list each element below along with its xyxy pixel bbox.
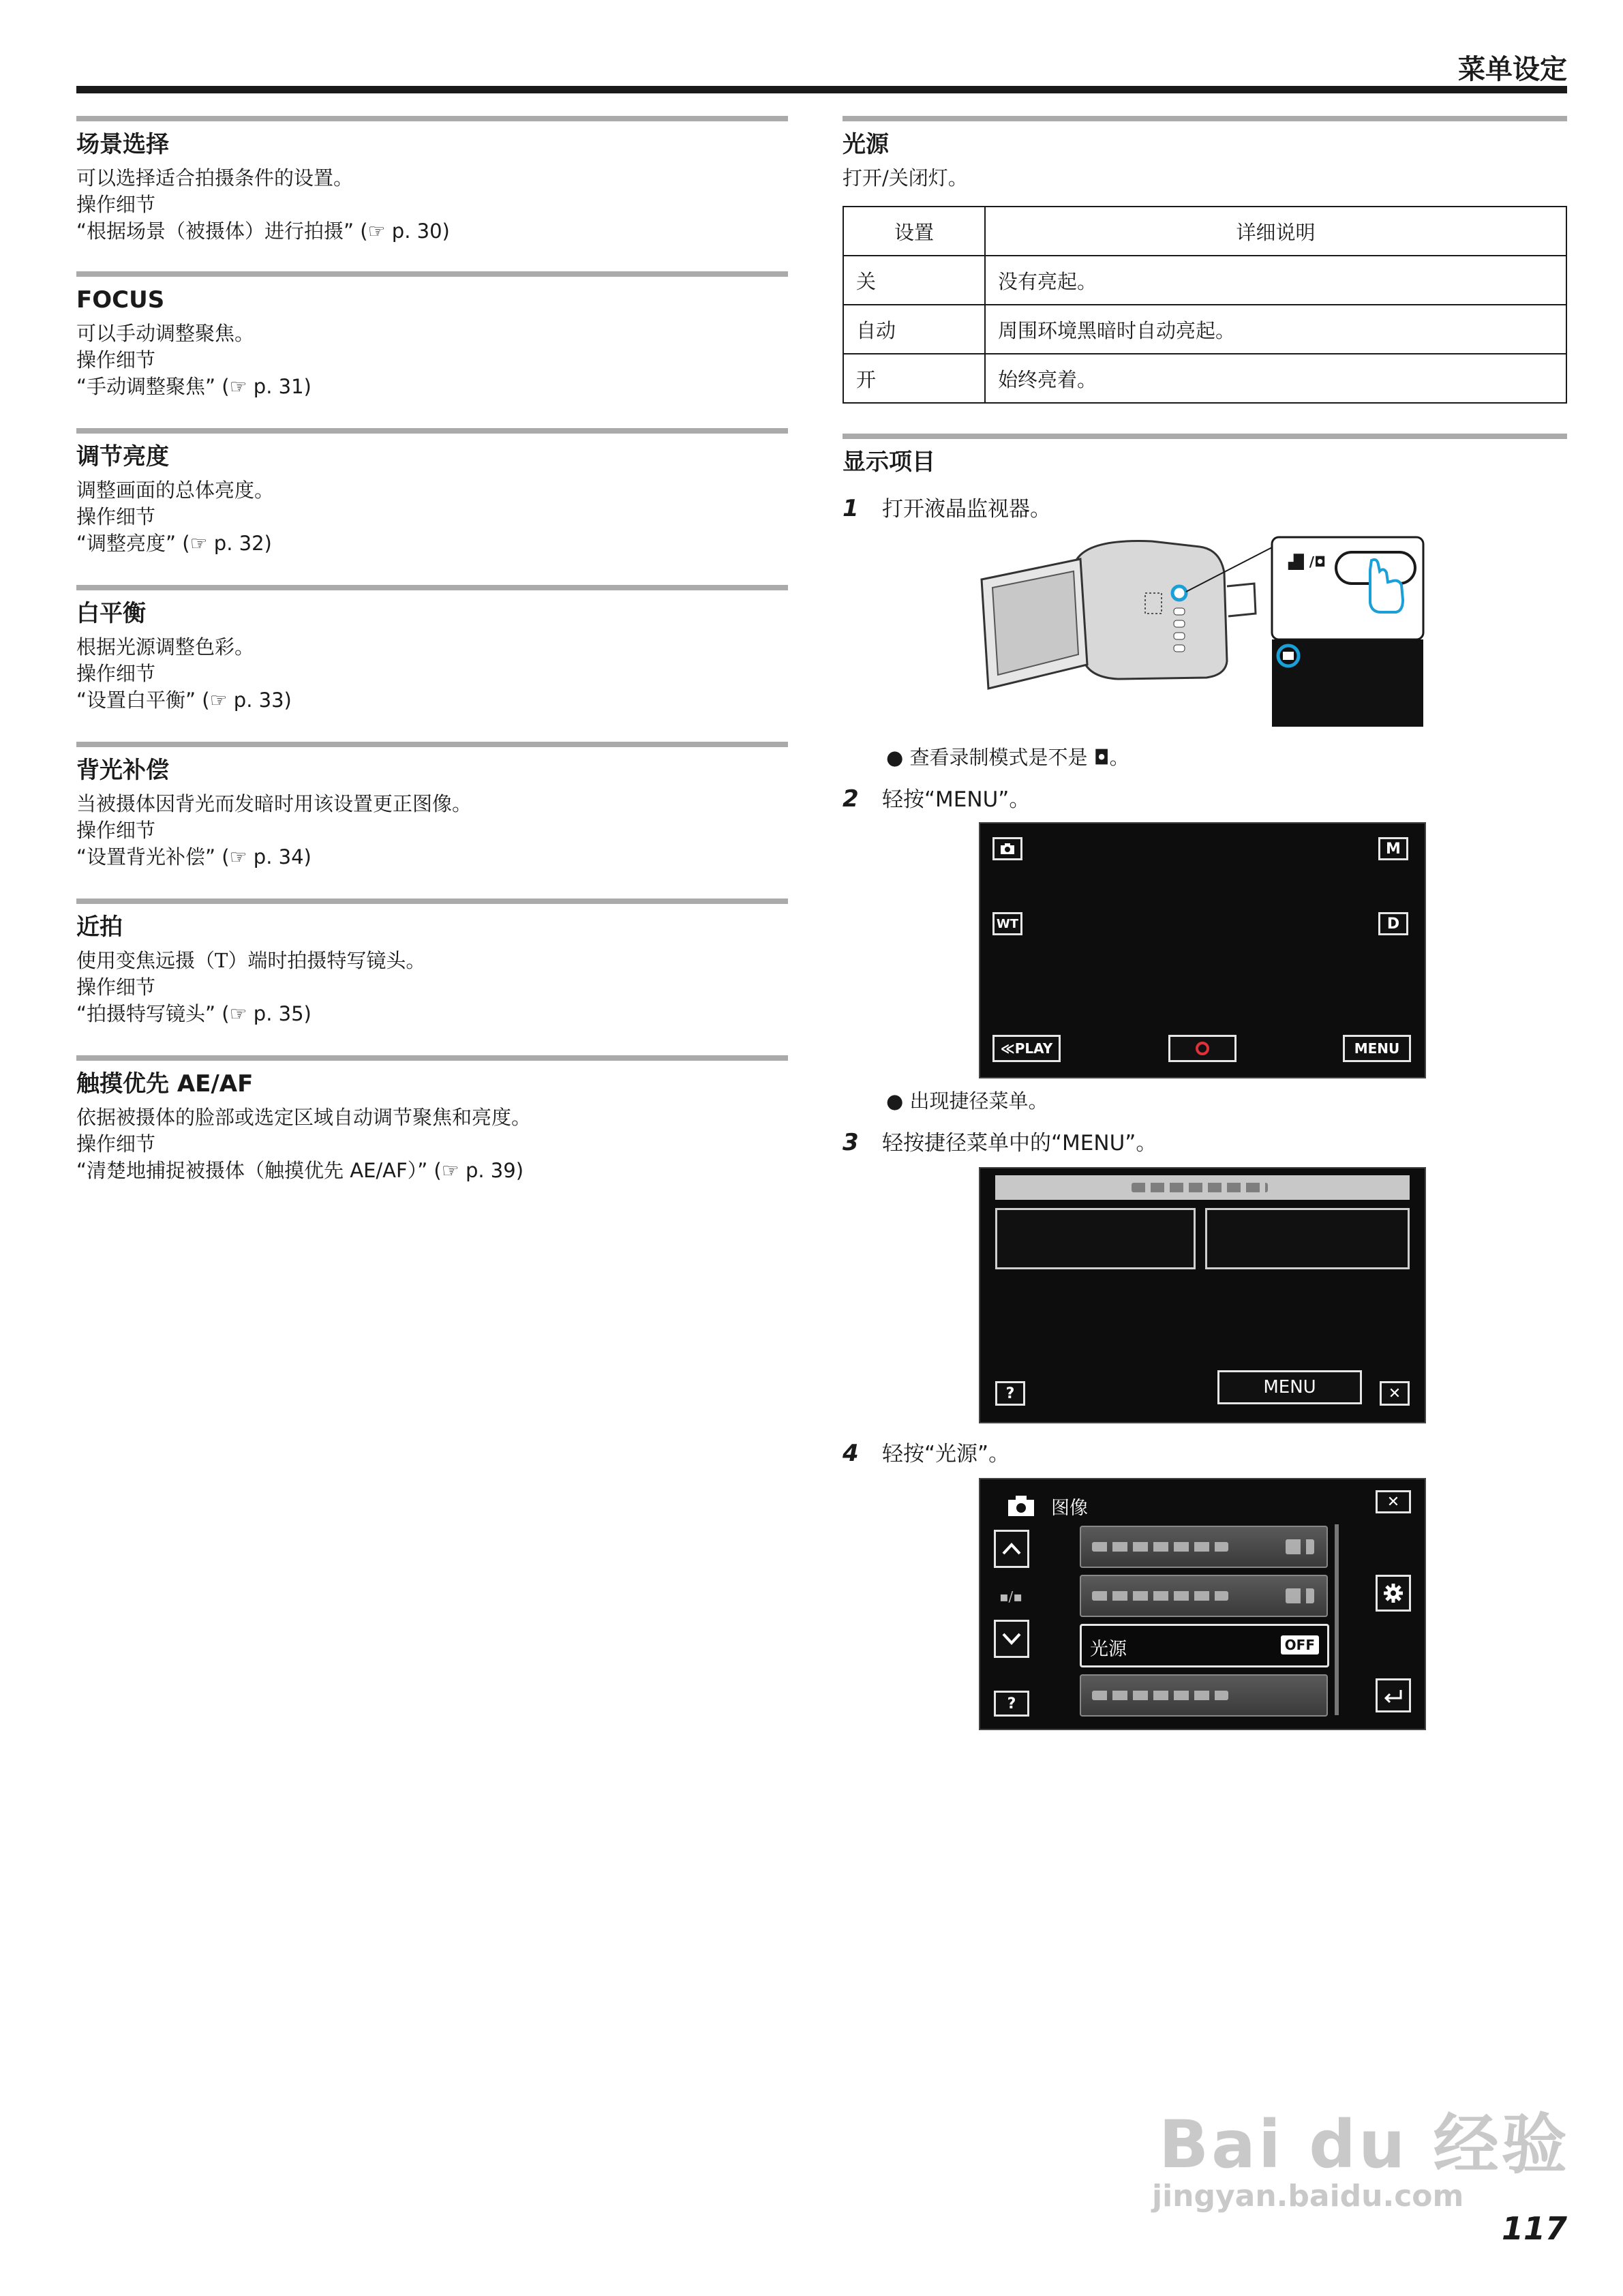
- table-cell: 关: [843, 256, 985, 305]
- close-button[interactable]: ✕: [1376, 1490, 1411, 1513]
- operation-details-label: 操作细节: [76, 662, 156, 685]
- step-number: 2: [843, 785, 859, 813]
- step-1-note: ● 查看录制模式是不是 ◘。: [886, 746, 1129, 769]
- step-2-note: ● 出现捷径菜单。: [886, 1089, 1048, 1113]
- step-text: 打开液晶监视器。: [882, 497, 1051, 522]
- section-divider: [843, 434, 1567, 439]
- section-title: FOCUS: [76, 286, 165, 314]
- step-number: 4: [843, 1440, 859, 1467]
- section-divider: [76, 116, 788, 121]
- step-text: 轻按“光源”。: [882, 1442, 1010, 1466]
- section-title: 显示项目: [843, 449, 935, 476]
- section-title: 背光补偿: [76, 757, 169, 784]
- step-4: [843, 1440, 1010, 1468]
- table-header: 详细说明: [985, 207, 1566, 256]
- section-divider: [76, 1055, 788, 1061]
- operation-details-label: 操作细节: [76, 1132, 156, 1155]
- section-divider: [76, 428, 788, 434]
- section-macro: [76, 898, 788, 1027]
- scroll-down-button[interactable]: [994, 1620, 1029, 1658]
- shortcut-option-right[interactable]: [1205, 1208, 1410, 1269]
- blurred-value: [1286, 1588, 1314, 1603]
- section-divider: [76, 585, 788, 590]
- section-description: 当被摄体因背光而发暗时用该设置更正图像。: [76, 792, 472, 815]
- page-header-title: 菜单设定: [1458, 54, 1567, 85]
- shortcut-menu-title-bar: [995, 1175, 1410, 1200]
- page-reference-link[interactable]: “根据场景（被摄体）进行拍摄” (☞ p. 30): [76, 220, 450, 243]
- page-indicator: ▪/▪: [999, 1588, 1022, 1605]
- scroll-up-button[interactable]: [994, 1530, 1029, 1568]
- blurred-value: [1286, 1539, 1314, 1554]
- section-description: 依据被摄体的脸部或选定区域自动调节聚焦和亮度。: [76, 1106, 532, 1129]
- back-button[interactable]: [1376, 1678, 1411, 1712]
- table-cell: 自动: [843, 305, 985, 354]
- section-description: 使用变焦远摄（T）端时拍摄特写镜头。: [76, 949, 426, 972]
- page-reference-link[interactable]: “调整亮度” (☞ p. 32): [76, 532, 272, 555]
- camera-screen-image-menu: [979, 1478, 1426, 1730]
- section-white-balance: [76, 585, 788, 714]
- return-icon: [1383, 1687, 1404, 1704]
- play-button[interactable]: ≪PLAY: [992, 1035, 1061, 1062]
- section-touch-priority: [76, 1055, 788, 1184]
- step-text: 轻按捷径菜单中的“MENU”。: [882, 1131, 1157, 1155]
- blurred-label: [1092, 1691, 1228, 1700]
- table-header-row: [843, 207, 1566, 256]
- page-number: 117: [1501, 2210, 1567, 2247]
- watermark-brand: Bai du 经验: [1159, 2106, 1570, 2183]
- section-title: 白平衡: [76, 600, 146, 627]
- menu-item-light[interactable]: [1080, 1624, 1329, 1667]
- camcorder-illustration: [975, 532, 1425, 734]
- section-title: 光源: [843, 131, 889, 158]
- section-divider: [843, 116, 1567, 121]
- section-focus: [76, 271, 788, 400]
- shortcut-option-left[interactable]: [995, 1208, 1196, 1269]
- shortcut-menu-button[interactable]: MENU: [1217, 1370, 1362, 1404]
- section-display-items: [843, 434, 1567, 483]
- header-rule: [76, 86, 1567, 93]
- section-divider: [76, 742, 788, 747]
- menu-item-blurred-3[interactable]: [1080, 1674, 1328, 1717]
- operation-details-label: 操作细节: [76, 505, 156, 528]
- menu-button[interactable]: MENU: [1343, 1035, 1411, 1062]
- display-button[interactable]: D: [1378, 912, 1408, 935]
- section-title: 调节亮度: [76, 443, 169, 470]
- step-3: [843, 1129, 1157, 1157]
- table-cell: 始终亮着。: [985, 354, 1566, 403]
- step-number: 3: [843, 1129, 859, 1156]
- menu-item-blurred-1[interactable]: [1080, 1526, 1328, 1568]
- chevron-down-icon: [1001, 1631, 1022, 1646]
- operation-details-label: 操作细节: [76, 348, 156, 372]
- section-brightness: [76, 428, 788, 557]
- menu-title: 图像: [1051, 1498, 1088, 1519]
- section-divider: [76, 898, 788, 904]
- section-description: 根据光源调整色彩。: [76, 635, 255, 659]
- operation-details-label: 操作细节: [76, 976, 156, 999]
- table-cell: 周围环境黑暗时自动亮起。: [985, 305, 1566, 354]
- table-row: [843, 354, 1566, 403]
- help-button[interactable]: ?: [994, 1691, 1029, 1717]
- zoom-wt-button[interactable]: WT: [992, 912, 1022, 935]
- section-description: 可以选择适合拍摄条件的设置。: [76, 166, 354, 190]
- camera-icon: [1006, 1494, 1036, 1517]
- section-description: 调整画面的总体亮度。: [76, 479, 275, 502]
- section-title: 场景选择: [76, 131, 169, 158]
- page-reference-link[interactable]: “手动调整聚焦” (☞ p. 31): [76, 375, 312, 398]
- step-text: 轻按“MENU”。: [882, 787, 1031, 812]
- operation-details-label: 操作细节: [76, 819, 156, 842]
- camera-mode-icon[interactable]: [992, 837, 1022, 860]
- help-button[interactable]: ?: [995, 1381, 1025, 1406]
- light-settings-table: [843, 206, 1567, 404]
- step-number: 1: [843, 495, 859, 522]
- close-button[interactable]: ✕: [1380, 1381, 1410, 1406]
- watermark-url: jingyan.baidu.com: [1152, 2179, 1464, 2214]
- section-title: 近拍: [76, 913, 123, 941]
- section-description: 打开/关闭灯。: [843, 166, 968, 190]
- page-reference-link[interactable]: “清楚地捕捉被摄体（触摸优先 AE/AF）” (☞ p. 39): [76, 1159, 524, 1182]
- blurred-label: [1092, 1591, 1228, 1601]
- section-light: [843, 116, 1567, 192]
- page-reference-link[interactable]: “设置背光补偿” (☞ p. 34): [76, 845, 312, 868]
- scrollbar[interactable]: [1335, 1524, 1339, 1715]
- mode-switch-label: ▟▌/◘: [1288, 554, 1326, 570]
- record-icon: [1195, 1041, 1210, 1056]
- page-reference-link[interactable]: “拍摄特写镜头” (☞ p. 35): [76, 1002, 312, 1025]
- chevron-up-icon: [1001, 1541, 1022, 1556]
- section-title: 触摸优先 AE/AF: [76, 1070, 254, 1098]
- table-cell: 没有亮起。: [985, 256, 1566, 305]
- section-scene-select: [76, 116, 788, 245]
- blurred-title: [1132, 1183, 1268, 1192]
- operation-details-label: 操作细节: [76, 193, 156, 216]
- settings-button[interactable]: [1376, 1575, 1411, 1612]
- step-1: [843, 495, 1051, 523]
- page-reference-link[interactable]: “设置白平衡” (☞ p. 33): [76, 689, 292, 712]
- camera-screen-recording: [979, 822, 1426, 1078]
- status-badge-off: OFF: [1281, 1635, 1319, 1655]
- section-backlight: [76, 742, 788, 871]
- menu-item-blurred-2[interactable]: [1080, 1575, 1328, 1617]
- table-row: [843, 256, 1566, 305]
- camera-screen-shortcut-menu: [979, 1167, 1426, 1423]
- gear-icon: [1383, 1583, 1404, 1603]
- manual-mode-button[interactable]: M: [1378, 837, 1408, 860]
- record-button[interactable]: [1168, 1035, 1237, 1062]
- table-row: [843, 305, 1566, 354]
- section-divider: [76, 271, 788, 277]
- table-cell: 开: [843, 354, 985, 403]
- table-header: 设置: [843, 207, 985, 256]
- menu-item-label: 光源: [1090, 1639, 1127, 1660]
- blurred-label: [1092, 1542, 1228, 1552]
- step-2: [843, 785, 1030, 813]
- section-description: 可以手动调整聚焦。: [76, 322, 255, 345]
